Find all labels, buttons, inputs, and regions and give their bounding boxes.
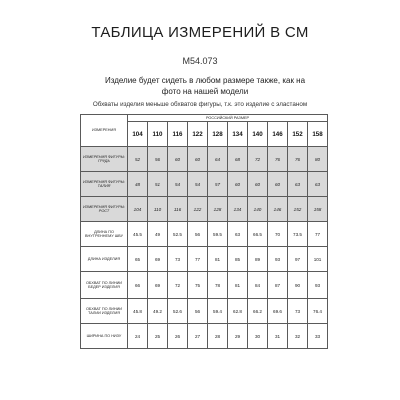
table-cell: 64 [208, 147, 228, 172]
row-label: ДЛИНА ПО ВНУТРЕННЕМУ ШВУ [81, 222, 128, 247]
row-label: ШИРИНА ПО НИЗУ [81, 324, 128, 349]
table-cell: 29 [228, 324, 248, 349]
table-cell: 76 [268, 147, 288, 172]
table-row [81, 324, 328, 349]
table-cell: 31 [268, 324, 288, 349]
table-cell: 63 [288, 172, 308, 197]
size-header-104: 104 [128, 122, 148, 147]
table-row [81, 299, 328, 324]
table-cell: 30 [248, 324, 268, 349]
size-header-140: 140 [248, 122, 268, 147]
table-cell: 75 [188, 272, 208, 299]
table-cell: 77 [308, 222, 328, 247]
table-cell: 60 [228, 172, 248, 197]
table-cell: 25 [148, 324, 168, 349]
table-cell: 101 [308, 247, 328, 272]
table-cell: 60 [248, 172, 268, 197]
table-row [81, 272, 328, 299]
russian-size-header: РОССИЙСКИЙ РАЗМЕР [128, 115, 328, 122]
table-cell: 73 [288, 299, 308, 324]
size-header-110: 110 [148, 122, 168, 147]
table-cell: 134 [228, 197, 248, 222]
table-cell: 76 [288, 147, 308, 172]
article-number: М54.073 [182, 56, 218, 66]
table-cell: 85 [228, 247, 248, 272]
table-cell: 51 [148, 172, 168, 197]
table-cell: 49 [148, 222, 168, 247]
table-cell: 76.4 [308, 299, 328, 324]
row-label: ИЗМЕРЕНИЯ ФИГУРЫ: ГРУДЬ [81, 147, 128, 172]
table-row [81, 172, 328, 197]
table-cell: 110 [148, 197, 168, 222]
table-cell: 93 [268, 247, 288, 272]
table-cell: 57 [208, 172, 228, 197]
table-cell: 128 [208, 197, 228, 222]
row-label: ОБХВАТ ПО ЛИНИИ БЕДЕР ИЗДЕЛИЯ [81, 272, 128, 299]
table-row [81, 147, 328, 172]
table-cell: 54 [188, 172, 208, 197]
size-table [80, 114, 328, 349]
table-cell: 73 [168, 247, 188, 272]
table-cell: 66.2 [248, 299, 268, 324]
size-header-158: 158 [308, 122, 328, 147]
table-cell: 28 [208, 324, 228, 349]
table-cell: 158 [308, 197, 328, 222]
table-cell: 69 [148, 247, 168, 272]
table-cell: 45.5 [128, 222, 148, 247]
table-cell: 81 [208, 247, 228, 272]
table-cell: 32 [288, 324, 308, 349]
table-cell: 60 [268, 172, 288, 197]
table-cell: 72 [248, 147, 268, 172]
table-cell: 59.5 [208, 222, 228, 247]
size-header-152: 152 [288, 122, 308, 147]
table-cell: 59.4 [208, 299, 228, 324]
table-cell: 56 [188, 222, 208, 247]
table-cell: 52.5 [168, 222, 188, 247]
size-header-146: 146 [268, 122, 288, 147]
table-cell: 45.8 [128, 299, 148, 324]
table-cell: 65 [128, 247, 148, 272]
size-header-134: 134 [228, 122, 248, 147]
table-cell: 49.2 [148, 299, 168, 324]
table-cell: 69 [148, 272, 168, 299]
fit-note: Изделие будет сидеть в любом размере также, как на фото на нашей модели [104, 76, 306, 96]
table-cell: 69.6 [268, 299, 288, 324]
size-header-128: 128 [208, 122, 228, 147]
table-cell: 60 [168, 147, 188, 172]
table-cell: 87 [268, 272, 288, 299]
table-cell: 56 [148, 147, 168, 172]
table-cell: 78 [208, 272, 228, 299]
table-cell: 48 [128, 172, 148, 197]
table-cell: 70 [268, 222, 288, 247]
table-cell: 52 [128, 147, 148, 172]
table-cell: 90 [288, 272, 308, 299]
table-cell: 63 [228, 222, 248, 247]
table-cell: 77 [188, 247, 208, 272]
page-title: ТАБЛИЦА ИЗМЕРЕНИЙ В СМ [91, 24, 309, 41]
table-cell: 73.5 [288, 222, 308, 247]
table-cell: 140 [248, 197, 268, 222]
table-header-group-row [81, 115, 328, 122]
table-cell: 66 [128, 272, 148, 299]
size-header-116: 116 [168, 122, 188, 147]
row-label: ДЛИНА ИЗДЕЛИЯ [81, 247, 128, 272]
table-cell: 80 [308, 147, 328, 172]
fabric-note: Обхваты изделия меньше обхватов фигуры, т.к. это изделие с эластаном [92, 101, 308, 108]
table-cell: 97 [288, 247, 308, 272]
table-cell: 52.6 [168, 299, 188, 324]
table-cell: 63 [308, 172, 328, 197]
table-cell: 27 [188, 324, 208, 349]
table-cell: 54 [168, 172, 188, 197]
table-cell: 72 [168, 272, 188, 299]
table-cell: 24 [128, 324, 148, 349]
table-cell: 116 [168, 197, 188, 222]
table-cell: 33 [308, 324, 328, 349]
table-cell: 56 [188, 299, 208, 324]
row-label: ИЗМЕРЕНИЯ ФИГУРЫ: ТАЛИЯ [81, 172, 128, 197]
table-cell: 122 [188, 197, 208, 222]
table-cell: 84 [248, 272, 268, 299]
table-cell: 26 [168, 324, 188, 349]
row-label: ОБХВАТ ПО ЛИНИИ ТАЛИИ ИЗДЕЛИЯ [81, 299, 128, 324]
table-row [81, 247, 328, 272]
table-cell: 146 [268, 197, 288, 222]
row-label: ИЗМЕРЕНИЯ ФИГУРЫ: РОСТ [81, 197, 128, 222]
table-cell: 62.8 [228, 299, 248, 324]
table-cell: 152 [288, 197, 308, 222]
table-row [81, 197, 328, 222]
measurements-header: ИЗМЕРЕНИЯ [81, 115, 128, 147]
size-header-122: 122 [188, 122, 208, 147]
table-cell: 81 [228, 272, 248, 299]
table-row [81, 222, 328, 247]
table-cell: 66.5 [248, 222, 268, 247]
table-cell: 60 [188, 147, 208, 172]
table-cell: 89 [248, 247, 268, 272]
table-cell: 93 [308, 272, 328, 299]
table-cell: 104 [128, 197, 148, 222]
table-cell: 68 [228, 147, 248, 172]
